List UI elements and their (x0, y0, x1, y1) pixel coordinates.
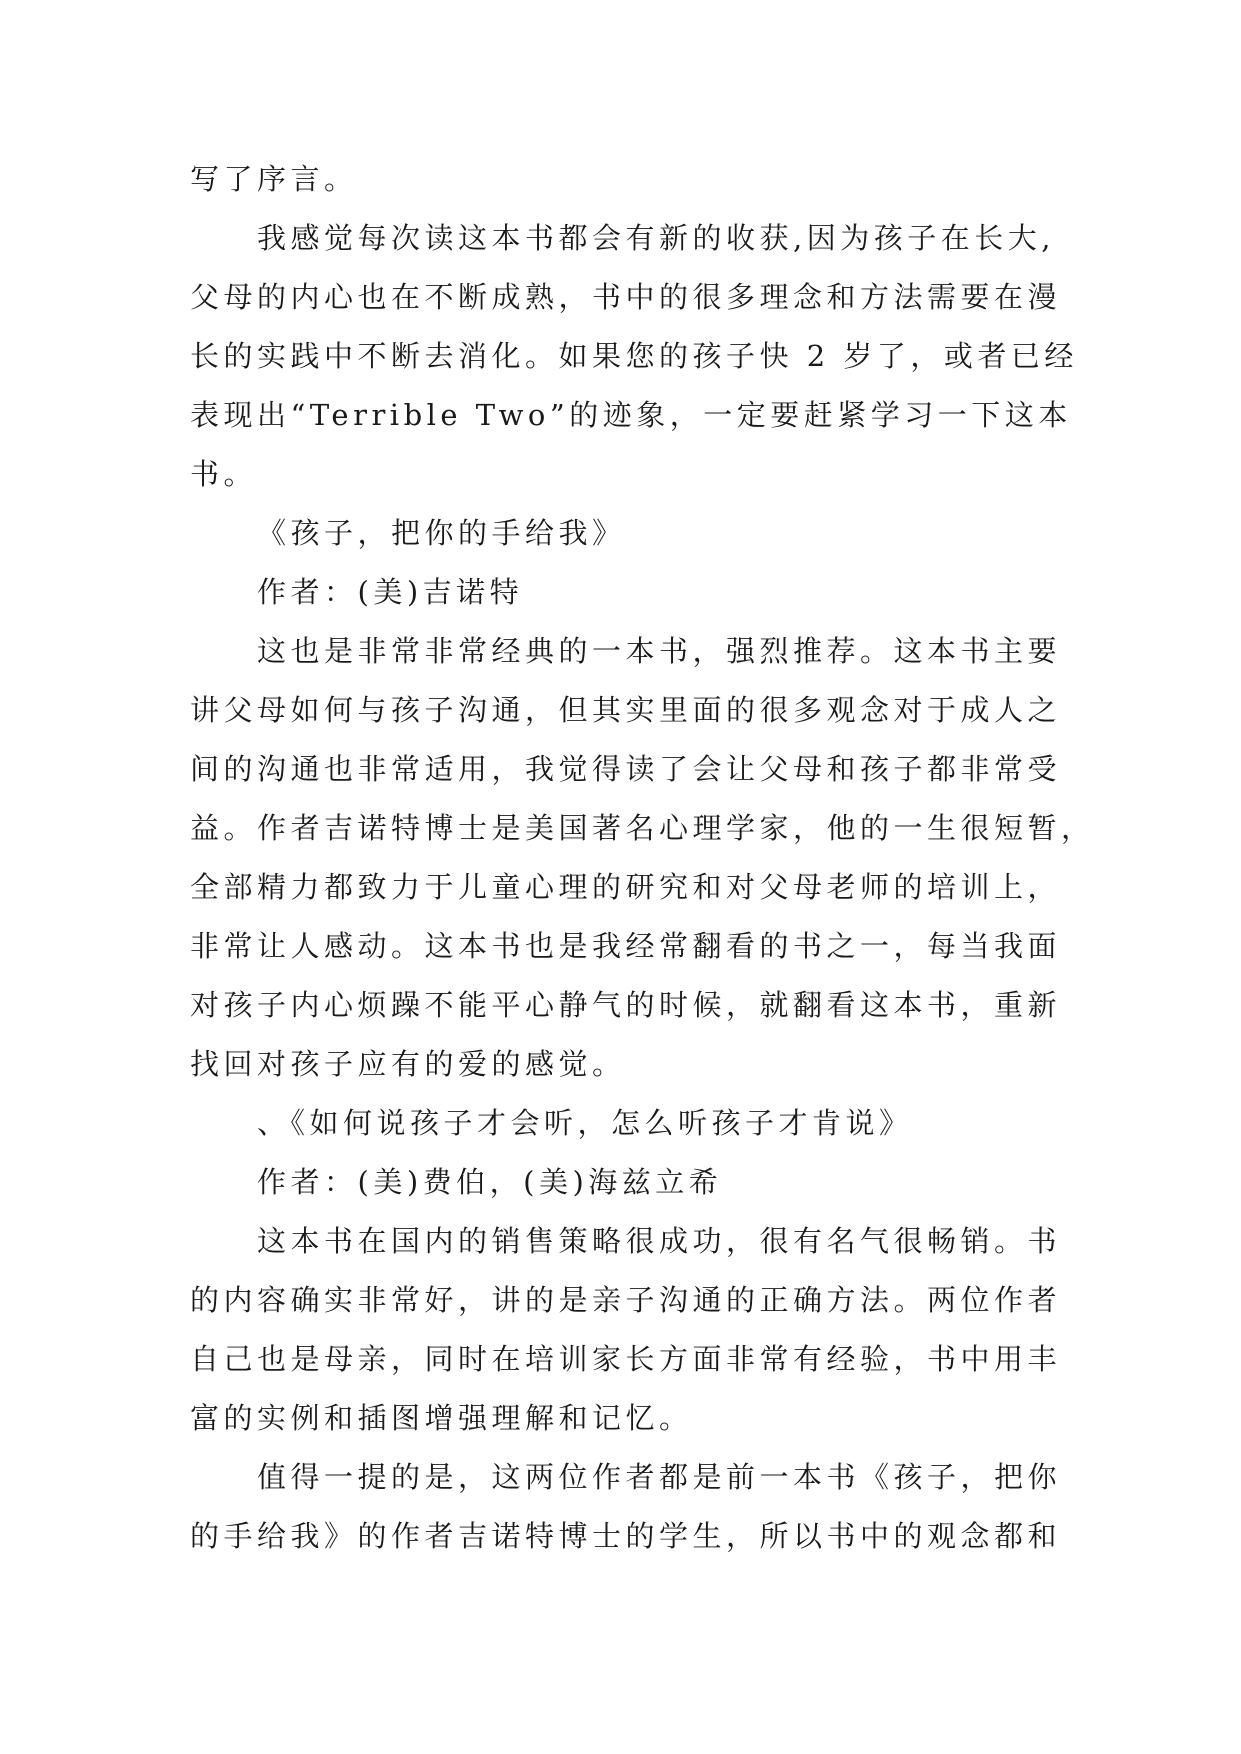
text-line: 我感觉每次读这本书都会有新的收获,因为孩子在长大, (257, 221, 1055, 255)
text-line: 的内容确实非常好，讲的是亲子沟通的正确方法。两位作者 (190, 1283, 1062, 1317)
text-line: 找回对孩子应有的爱的感觉。 (190, 1047, 626, 1081)
text-line: 讲父母如何与孩子沟通，但其实里面的很多观念对于成人之 (190, 693, 1062, 727)
text-line: 父母的内心也在不断成熟，书中的很多理念和方法需要在漫 (190, 280, 1062, 314)
text-line: 这本书在国内的销售策略很成功，很有名气很畅销。书 (257, 1224, 1062, 1258)
text-line: 表现出“Terrible Two”的迹象，一定要赶紧学习一下这本 (190, 398, 1072, 432)
text-line: 益。作者吉诺特博士是美国著名心理学家，他的一生很短暂， (190, 811, 1095, 845)
text-line: 对孩子内心烦躁不能平心静气的时候，就翻看这本书，重新 (190, 988, 1062, 1022)
book-title-line: 《孩子，把你的手给我》 (257, 516, 626, 550)
text-line: 值得一提的是，这两位作者都是前一本书《孩子，把你 (257, 1460, 1062, 1494)
text-line: 长的实践中不断去消化。如果您的孩子快 2 岁了，或者已经 (190, 339, 1078, 373)
author-line: 作者：(美)吉诺特 (257, 575, 524, 609)
text-line: 间的沟通也非常适用，我觉得读了会让父母和孩子都非常受 (190, 752, 1062, 786)
book-title-line: 、《如何说孩子才会听，怎么听孩子才肯说》 (257, 1106, 913, 1140)
text-line: 的手给我》的作者吉诺特博士的学生，所以书中的观念都和 (190, 1519, 1062, 1553)
text-line: 书。 (190, 457, 258, 491)
author-line: 作者：(美)费伯，(美)海兹立希 (257, 1165, 723, 1199)
text-line: 自己也是母亲，同时在培训家长方面非常有经验，书中用丰 (190, 1342, 1062, 1376)
body-text (190, 150, 1095, 1566)
text-line: 这也是非常非常经典的一本书，强烈推荐。这本书主要 (257, 634, 1062, 668)
text-line: 富的实例和插图增强理解和记忆。 (190, 1401, 693, 1435)
text-line: 非常让人感动。这本书也是我经常翻看的书之一，每当我面 (190, 929, 1062, 963)
text-line: 全部精力都致力于儿童心理的研究和对父母老师的培训上， (190, 870, 1062, 904)
text-line: 写了序言。 (190, 162, 358, 196)
